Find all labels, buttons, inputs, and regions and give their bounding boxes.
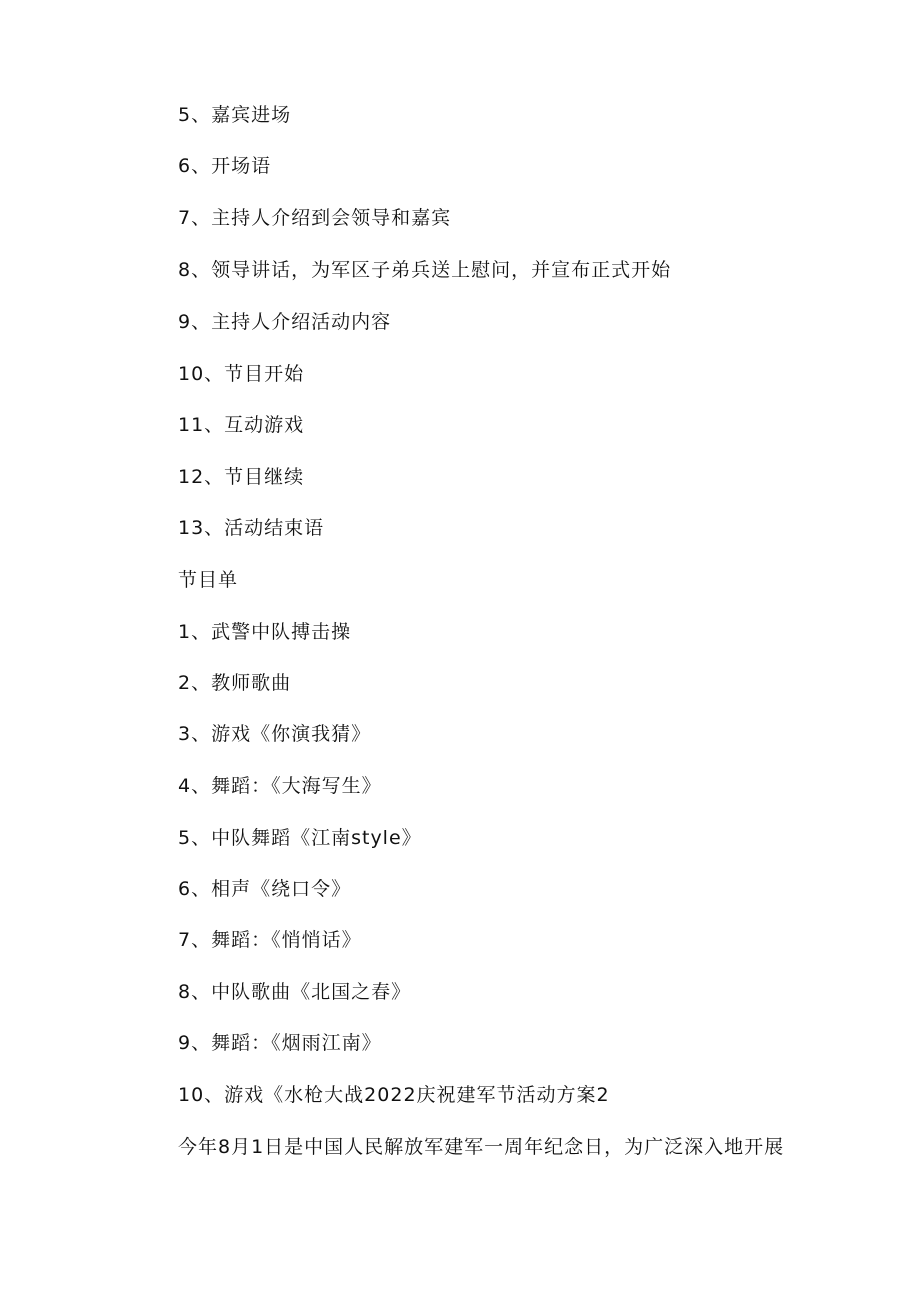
- program-step-12: 12、节目继续: [178, 466, 305, 488]
- program-step-13: 13、活动结束语: [178, 517, 325, 539]
- program-item-9: 9、舞蹈：《烟雨江南》: [178, 1032, 382, 1054]
- program-item-5: 5、中队舞蹈《江南style》: [178, 827, 422, 849]
- program-item-6: 6、相声《绕口令》: [178, 878, 352, 900]
- program-step-6: 6、开场语: [178, 155, 272, 177]
- body-paragraph: 今年8月1日是中国人民解放军建军一周年纪念日，为广泛深入地开展: [178, 1136, 785, 1158]
- program-item-8: 8、中队歌曲《北国之春》: [178, 981, 412, 1003]
- program-item-4: 4、舞蹈：《大海写生》: [178, 775, 382, 797]
- program-item-7: 7、舞蹈：《悄悄话》: [178, 929, 362, 951]
- program-step-5: 5、嘉宾进场: [178, 104, 292, 126]
- program-item-2: 2、教师歌曲: [178, 672, 292, 694]
- program-step-9: 9、主持人介绍活动内容: [178, 311, 392, 333]
- section-heading-program-list: 节目单: [178, 569, 239, 591]
- program-item-3: 3、游戏《你演我猜》: [178, 723, 372, 745]
- program-step-10: 10、节目开始: [178, 363, 305, 385]
- program-item-10: 10、游戏《水枪大战2022庆祝建军节活动方案2: [178, 1084, 610, 1106]
- program-item-1: 1、武警中队搏击操: [178, 621, 352, 643]
- program-step-11: 11、互动游戏: [178, 414, 305, 436]
- program-step-8: 8、领导讲话，为军区子弟兵送上慰问，并宣布正式开始: [178, 259, 672, 281]
- program-step-7: 7、主持人介绍到会领导和嘉宾: [178, 207, 452, 229]
